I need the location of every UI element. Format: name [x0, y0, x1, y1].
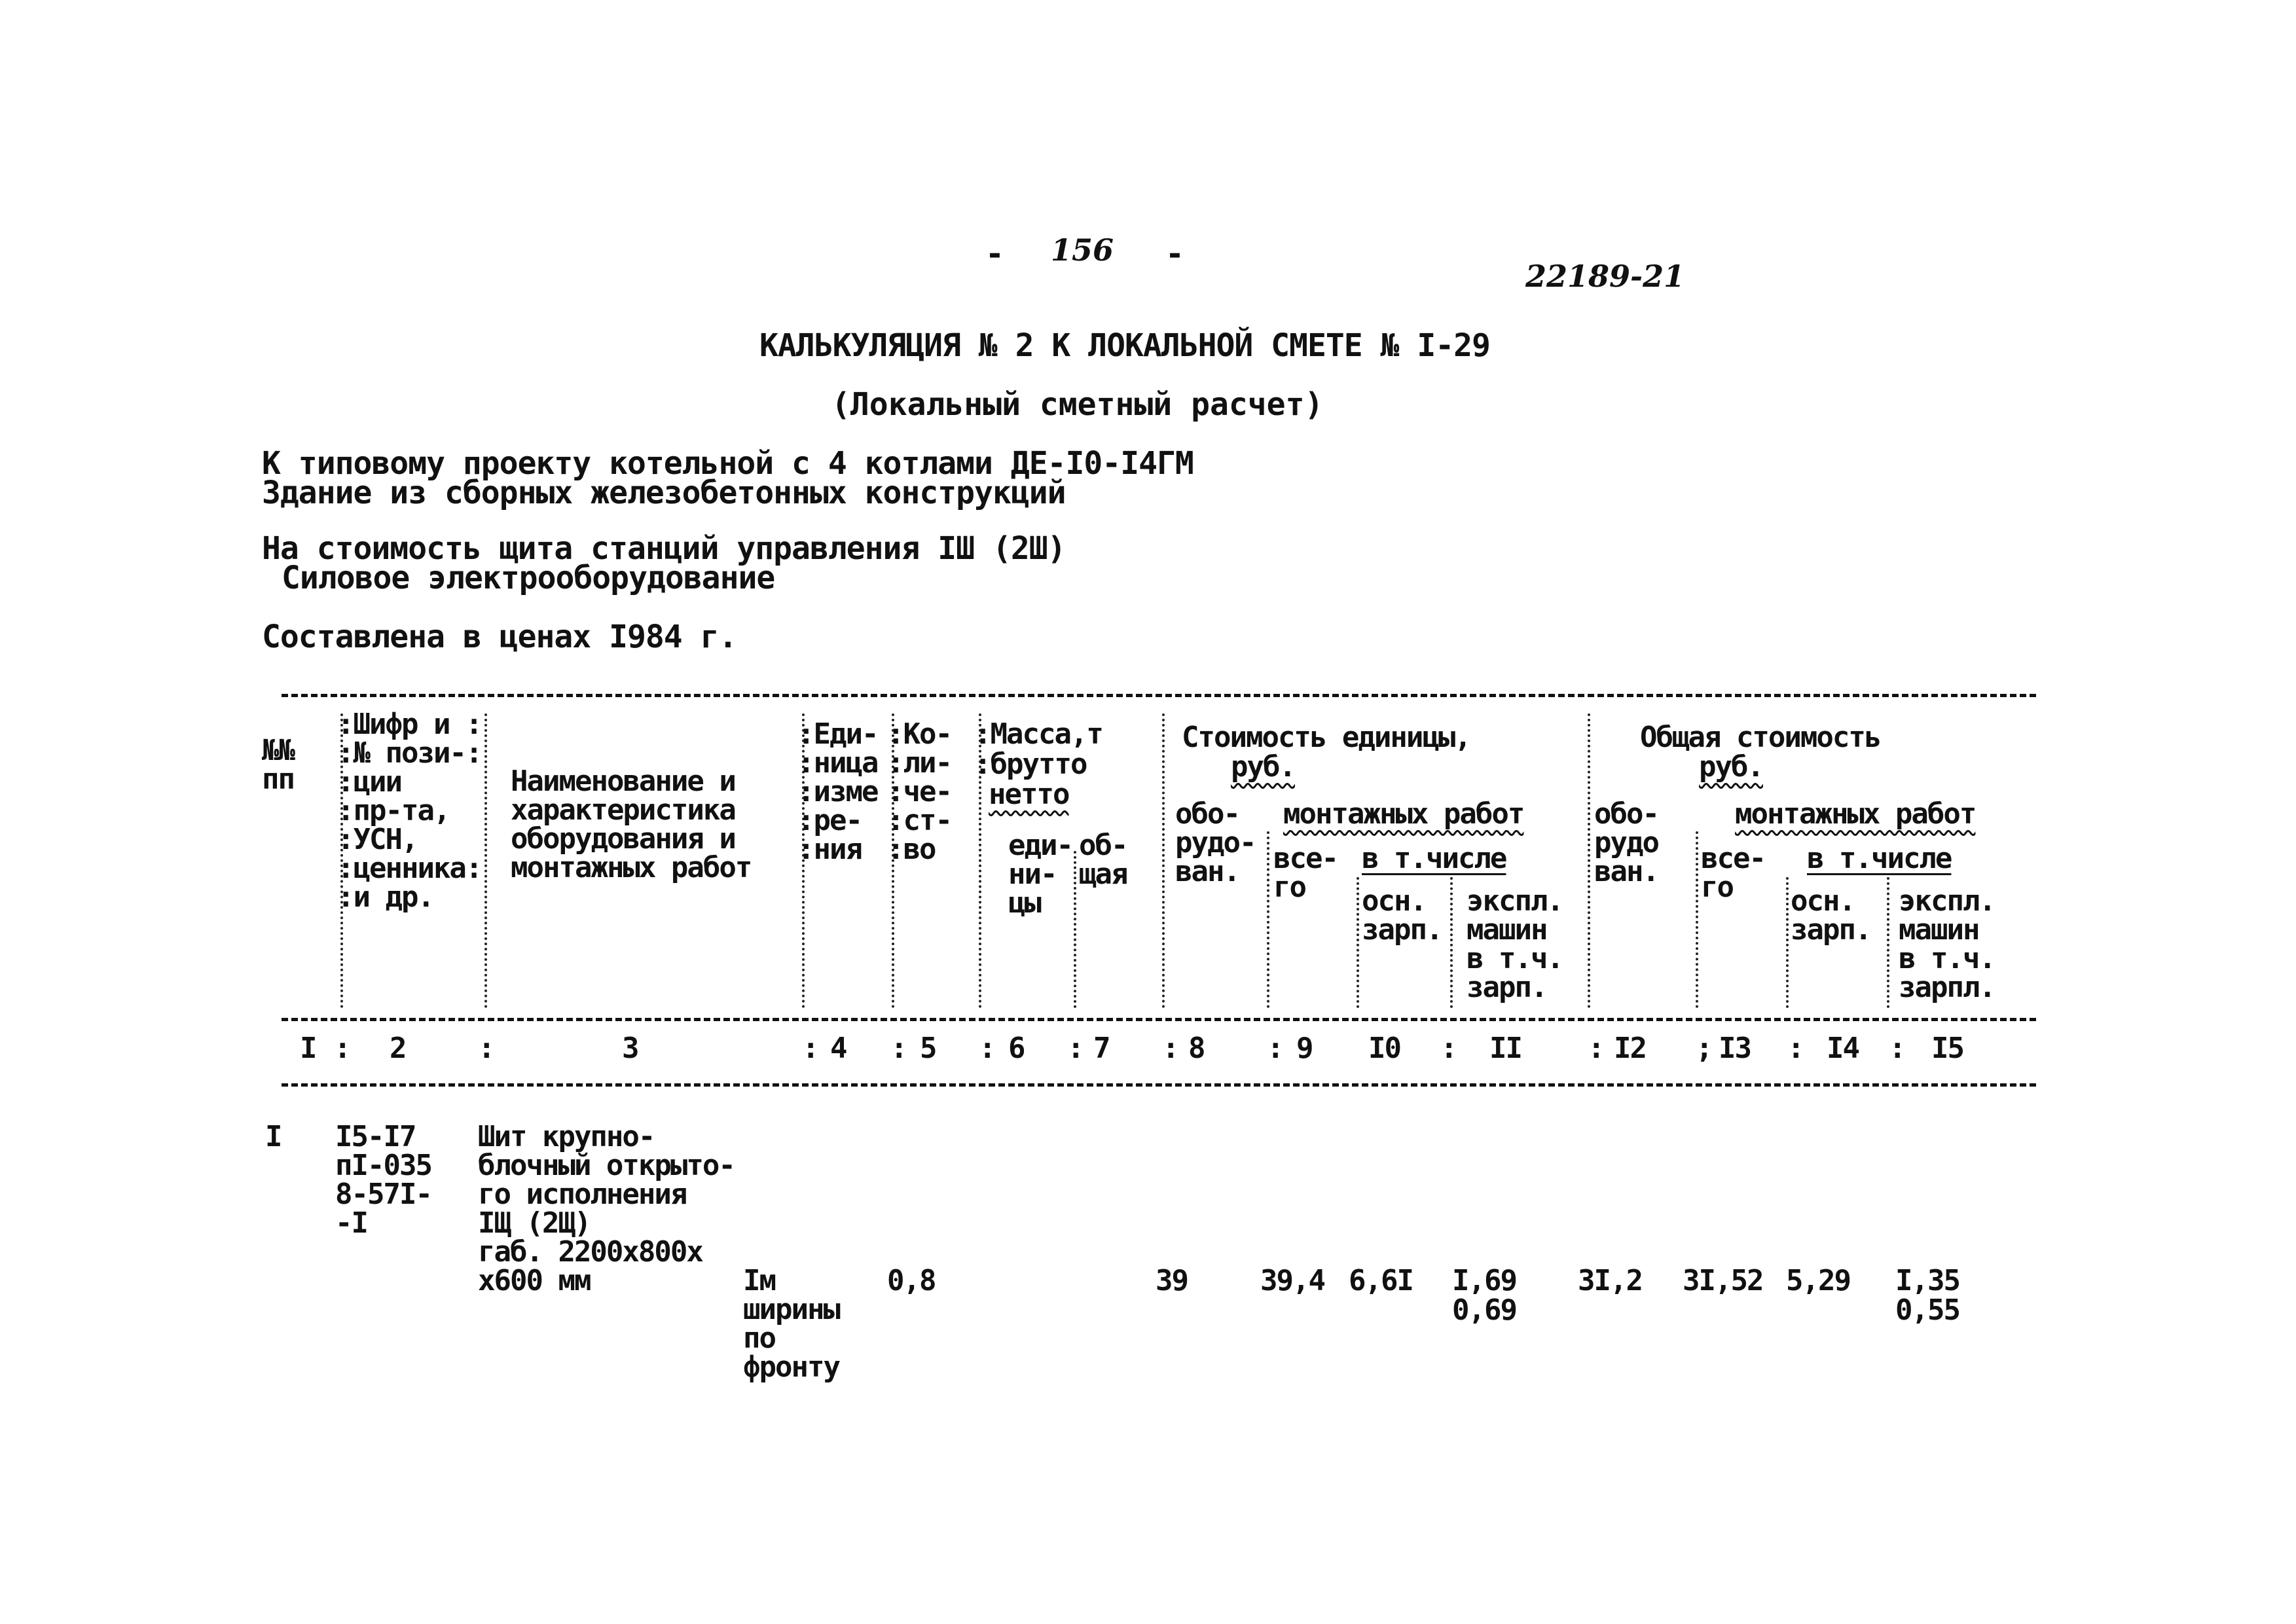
page-number-dash-right: - [1165, 236, 1184, 272]
column-number-bottom-rule [282, 1083, 2036, 1087]
header-unit: :Еди- :ница :изме :ре- :ния [797, 717, 878, 866]
header-unit-installation-total: все- го [1273, 842, 1338, 904]
row-base-wage-unit: 6,6I [1349, 1264, 1413, 1297]
row-installation-total: 3I,52 [1683, 1264, 1763, 1297]
column-separator [484, 713, 487, 1008]
column-number-11: II [1489, 1032, 1522, 1065]
header-total-equipment: обо- рудо ван. [1594, 797, 1658, 888]
header-bottom-rule [282, 1018, 2036, 1021]
cost-line-1: На стоимость щита станций управления IШ (2Ш) [262, 530, 1066, 567]
row-machines-wage-total: 0,55 [1895, 1293, 1959, 1327]
column-number-7: 7 [1093, 1032, 1110, 1065]
row-machines-total: I,35 [1895, 1264, 1959, 1297]
column-separator [1162, 713, 1165, 1008]
page-number-dash-left: - [985, 236, 1004, 272]
column-number-12: I2 [1614, 1032, 1646, 1065]
column-separator [1588, 713, 1590, 1008]
column-number-10: I0 [1368, 1032, 1400, 1065]
header-unit-equipment: обо- рудо- ван. [1175, 797, 1256, 888]
header-unit-including: в т.числе [1362, 842, 1506, 875]
header-unit-base-wage: осн. зарп. [1362, 884, 1442, 947]
column-number-8: 8 [1188, 1032, 1205, 1065]
row-base-wage-total: 5,29 [1786, 1264, 1850, 1297]
column-number-4: 4 [830, 1032, 847, 1065]
column-number-3: 3 [622, 1032, 638, 1065]
document-code: 22189-21 [1525, 259, 1685, 294]
document-title: КАЛЬКУЛЯЦИЯ № 2 К ЛОКАЛЬНОЙ СМЕТЕ № I-29 [759, 327, 1490, 364]
column-separator [1786, 877, 1789, 1008]
column-number-14: I4 [1827, 1032, 1859, 1065]
row-equipment-total: 3I,2 [1578, 1264, 1642, 1297]
header-mass-unit: еди- ни- цы [1008, 829, 1072, 920]
row-installation-unit-cost: 39,4 [1260, 1264, 1324, 1297]
header-unit-cost: Стоимость единицы, [1182, 721, 1470, 754]
column-number-2: 2 [390, 1032, 406, 1065]
row-unit: Iм ширины по фронту [743, 1264, 839, 1384]
header-total-machines: экспл. машин в т.ч. зарпл. [1899, 884, 1995, 1004]
column-separator [1267, 831, 1269, 1008]
header-total-installation-total: все- го [1701, 842, 1765, 904]
header-row-number: №№ пп [262, 734, 294, 796]
header-unit-installation: монтажных работ [1283, 797, 1524, 831]
row-equipment-unit-cost: 39 [1156, 1264, 1188, 1297]
header-mass-brutto: :брутто [974, 748, 1087, 781]
header-total-cost-rub: руб. [1699, 750, 1763, 784]
header-total-including: в т.числе [1807, 842, 1952, 875]
column-number-6: 6 [1008, 1032, 1025, 1065]
column-separator [1696, 831, 1698, 1008]
row-name: Шит крупно- блочный открыто- го исполнения IЩ (2Щ) габ. 2200х800х х600 мм [478, 1120, 735, 1297]
column-separator [1887, 877, 1889, 1008]
row-machines-wage-unit: 0,69 [1452, 1293, 1516, 1327]
row-number: I [265, 1120, 282, 1153]
row-code: I5-I7 пI-035 8-57I- -I [335, 1120, 431, 1240]
column-number-13: I3 [1719, 1032, 1751, 1065]
header-mass-total: об- щая [1079, 829, 1127, 891]
column-number-15: I5 [1931, 1032, 1963, 1065]
column-number-1: I [300, 1032, 316, 1065]
header-total-cost: Общая стоимость [1640, 721, 1881, 754]
header-quantity: :Ко- :ли- :че- :ст- :во [887, 717, 951, 866]
page-number: 156 [1051, 232, 1114, 268]
header-code: :Шифр и : :№ пози-: :ции :пр-та, :УСН, :ценника: :и др. [337, 708, 482, 914]
row-machines-unit: I,69 [1452, 1264, 1516, 1297]
project-line-1: К типовому проекту котельной с 4 котлами ДЕ-I0-I4ГМ [262, 445, 1194, 482]
project-line-2: Здание из сборных железобетонных конструкций [262, 475, 1066, 511]
column-number-5: 5 [920, 1032, 936, 1065]
header-mass-netto: нетто [989, 778, 1069, 811]
header-mass: :Масса,т [974, 717, 1102, 751]
cost-line-2: Силовое электрооборудование [282, 560, 775, 596]
header-total-installation: монтажных работ [1735, 797, 1976, 831]
prices-line: Составлена в ценах I984 г. [262, 619, 737, 655]
table-top-rule [282, 694, 2036, 697]
header-name: Наименование и характеристика оборудования и монтажных работ [511, 765, 752, 884]
document-page: - 156 - 22189-21 КАЛЬКУЛЯЦИЯ № 2 К ЛОКАЛЬНОЙ СМЕТЕ № I-29 (Локальный сметный расчет) К типовому проекту котельной с 4 котлами ДЕ-I0-I4ГМ Здание из сборных железобетонных конструкций На стоимость щита станций управления IШ (2Ш) Силовое электрооборудование Составлена в ценах I984 г. №№ пп :Шифр и : :№ пози-: :ции :пр-та, :УСН, :ценника: :и др. Наименование и характеристика оборудования и монтажных работ :Еди- :ница :изме :ре- :ния :Ко- :ли- :че- :ст- :во :Масса,т :брутто нетто еди- ни- цы об- щая Стоимость единицы, руб. обо- рудо- ван. монтажных работ все- го в т.числе осн. зарп. экспл. машин в т.ч. зарп. Общая стоимость руб. обо- рудо ван. монтажных работ все- го в т.числе осн. зарп. экспл. машин в т.ч. зарпл. I 2 3 4 5 6 7 8 9 I0 II I2 I3 I4 I5 : : : : : : : : : : ; : : I I5-I7 пI-035 8-57I- -I Шит крупно- блочный открыто- го исполнения IЩ (2Щ) габ. 2200х800х х600 мм Iм ширины по фронту 0,8 39 39,4 6,6I I,69 0,69 3I,2 3I,52 5,29 I,35 0,55 [0, 0, 2296, 1624]
column-separator [1074, 851, 1076, 1008]
header-unit-cost-rub: руб. [1231, 750, 1295, 784]
column-separator [1450, 877, 1453, 1008]
header-unit-machines: экспл. машин в т.ч. зарп. [1467, 884, 1563, 1004]
document-subtitle: (Локальный сметный расчет) [831, 386, 1324, 423]
header-total-base-wage: осн. зарп. [1791, 884, 1871, 947]
row-quantity: 0,8 [887, 1264, 936, 1297]
column-number-9: 9 [1296, 1032, 1313, 1065]
column-separator [1357, 877, 1359, 1008]
